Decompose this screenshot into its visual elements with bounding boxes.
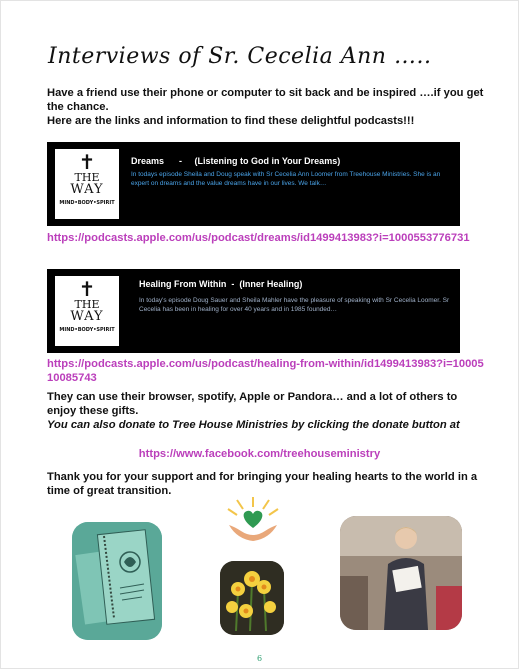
podcast-description: In todays episode Sheila and Doug speak with Sr Cecelia Ann Loomer from Treehouse Ministries. She is an expert on dreams and the value dreams have in our lives. We talk… <box>131 171 441 187</box>
podcast-title: Healing From Within - (Inner Healing) <box>139 279 303 289</box>
daffodils-photo <box>220 561 284 635</box>
booklet-photo <box>72 522 162 640</box>
thank-you-text: Thank you for your support and for bringing your healing hearts to the world in a time of great transition. <box>47 471 478 497</box>
logo-tagline: MIND•BODY•SPIRIT <box>59 327 115 333</box>
logo-word-the: THE <box>74 171 100 184</box>
facebook-link[interactable]: https://www.facebook.com/treehouseministry <box>138 448 381 460</box>
logo-tagline: MIND•BODY•SPIRIT <box>59 200 115 206</box>
podcast-title: Dreams - (Listening to God in Your Dreams) <box>131 156 341 166</box>
page-number: 6 <box>256 654 263 663</box>
podcast-description: In today's episode Doug Sauer and Sheila Mahler have the pleasure of speaking with Sr Cecelia Loomer. Sr Cecelia has been in healing for over 40 years and in 1985 founded… <box>139 297 450 313</box>
page-title: Interviews of Sr. Cecelia Ann ….. <box>48 44 432 69</box>
logo-word-way: WAY <box>70 182 104 197</box>
the-way-logo <box>55 276 119 346</box>
intro-line-2: Here are the links and information to find these delightful podcasts!!! <box>47 115 415 127</box>
the-way-logo <box>55 149 119 219</box>
speaker-photo <box>340 516 462 630</box>
cross-icon: ✝ <box>78 277 96 301</box>
usage-line-1: They can use their browser, spotify, Apple or Pandora… and a lot of others to enjoy these gifts. <box>47 391 458 417</box>
usage-text <box>47 390 487 432</box>
hands-heart-icon <box>225 495 281 545</box>
donate-line: You can also donate to Tree House Ministries by clicking the donate button at <box>47 419 460 431</box>
logo-word-way: WAY <box>70 309 104 324</box>
intro-text <box>47 86 487 128</box>
logo-word-the: THE <box>74 298 100 311</box>
cross-icon: ✝ <box>78 150 96 174</box>
intro-line-1: Have a friend use their phone or computer to sit back and be inspired ….if you get the chance. <box>47 87 484 113</box>
podcast-card-healing[interactable] <box>47 269 460 353</box>
podcast-link-dreams[interactable]: https://podcasts.apple.com/us/podcast/dreams/id1499413983?i=1000553776731 <box>47 232 470 244</box>
podcast-link-healing[interactable]: https://podcasts.apple.com/us/podcast/healing-from-within/id1499413983?i=1000510085743 <box>47 358 484 384</box>
podcast-card-dreams[interactable] <box>47 142 460 226</box>
